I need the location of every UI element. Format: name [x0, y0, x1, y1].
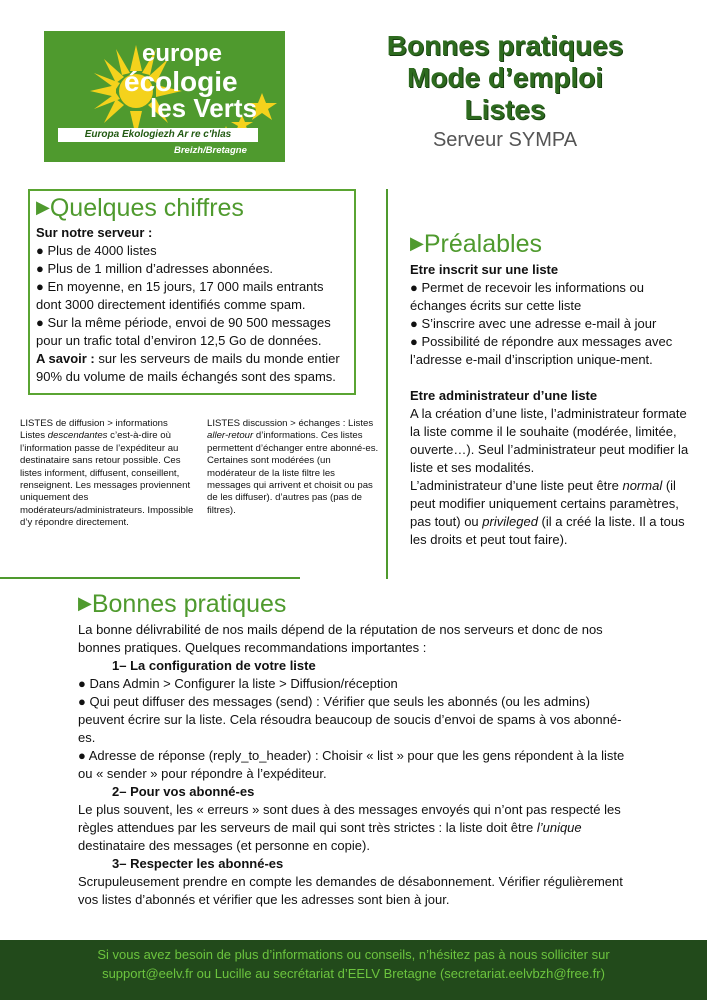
admin-paragraph-2: L’administrateur d’une liste peut être normal (il peut modifier uniquement certains paramètres, pas tout) ou privileged (il a créé la liste. Il a tous les droits et peut tout faire). [410, 478, 685, 547]
bonnes-intro: La bonne délivrabilité de nos mails dépend de la réputation de nos serveurs et donc de nos bonnes pratiques. Quelques recommandations importantes : [78, 622, 603, 655]
bonnes-content [78, 621, 638, 909]
chiffres-item-1: ● Plus de 4000 listes [36, 243, 157, 258]
vertical-divider [386, 189, 388, 579]
asavoir-label: A savoir : [36, 351, 95, 366]
chiffres-item-2: ● Plus de 1 million d’adresses abonnées. [36, 261, 273, 276]
logo-band-text: Europa Ekologiezh Ar re c'hlas [84, 129, 232, 140]
admin-paragraph-1: A la création d’une liste, l’administrateur formate la liste comme il le souhaite (modérée, limitée, ouverte…). Seul l’administrateur peut modifier la liste et ses modalités. [410, 406, 689, 475]
asavoir-text: sur les serveurs de mails du monde entier 90% du volume de mails échangés sont des spams. [36, 351, 340, 384]
triangle-right-icon: ▶ [410, 233, 424, 253]
document-title [330, 30, 680, 152]
section-1-item-3: ● Adresse de réponse (reply_to_header) : Choisir « list » pour que les gens répondent à la liste ou « sender » pour répondre à l’expéditeur. [78, 748, 625, 781]
logo [44, 31, 285, 162]
logo-text-europe: europe [142, 40, 223, 67]
chiffres-heading [36, 192, 244, 223]
diffusion-emphasis: descendantes [47, 430, 108, 442]
admin-privileged: privileged [482, 514, 538, 529]
diffusion-text: LISTES de diffusion > informations Listes descendantes c’est-à-dire où l’information passe de l’expéditeur au destinataire sans retour possible. Ces listes informent, diffusent, conseillent, renseignent. Les messages proviennent uniquement des modérateurs/administrateurs. Impossible d’y répondre directement. [20, 418, 194, 529]
chiffres-heading-text: Quelques chiffres [49, 194, 244, 222]
discussion-label: LISTES discussion > échanges [207, 418, 341, 429]
admin-normal: normal [622, 478, 663, 493]
inscrit-item-1: ● Permet de recevoir les informations ou échanges écrits sur cette liste [410, 280, 645, 313]
section-3-title: 3– Respecter les abonné-es [112, 856, 284, 871]
horizontal-divider [0, 577, 300, 579]
prealables-heading [410, 228, 542, 259]
discussion-text: LISTES discussion > échanges : Listes aller-retour d’informations. Ces listes permettent d’échanger entre abonné-es. Certaines sont modérées (un modérateur de la liste filtre les messages qui arrivent et choisit ou pas de les diffuser). d’autres pas (pas de filtres). [207, 418, 379, 516]
discussion-emphasis: aller-retour [207, 430, 254, 442]
logo-text-les-verts: les Verts [150, 93, 257, 123]
logo-region: Breizh/Bretagne [174, 145, 247, 156]
chiffres-server-label: Sur notre serveur : [36, 225, 153, 240]
chiffres-item-4: ● Sur la même période, envoi de 90 500 messages pour un trafic total d’environ 12,5 Go de données. [36, 315, 331, 348]
title-subtitle: Serveur SYMPA [432, 129, 578, 151]
diffusion-label: LISTES de diffusion > informations [20, 418, 168, 429]
prealables-heading-text: Préalables [423, 230, 542, 258]
chiffres-item-3: ● En moyenne, en 15 jours, 17 000 mails entrants dont 3000 directement identifiés comme spam. [36, 279, 324, 312]
inscrit-item-3: ● Possibilité de répondre aux messages avec l’adresse e-mail d’inscription unique-ment. [410, 334, 673, 367]
footer [0, 940, 707, 1000]
prealables-content [410, 261, 690, 549]
chiffres-content [36, 224, 352, 386]
section-1-title: 1– La configuration de votre liste [112, 658, 316, 673]
section-1-item-1: ● Dans Admin > Configurer la liste > Diffusion/réception [78, 676, 398, 691]
triangle-right-icon: ▶ [78, 593, 92, 613]
footer-line-2: support@eelv.fr ou Lucille au secrétariat d’EELV Bretagne (secretariat.eelvbzh@free.fr) [102, 966, 605, 981]
title-line-3: Listes [464, 94, 546, 125]
triangle-right-icon: ▶ [36, 197, 50, 217]
logo-band [58, 128, 258, 142]
section-3-text: Scrupuleusement prendre en compte les demandes de désabonnement. Vérifier régulièrement vos listes d’abonnés et vérifier que les adresses sont bien à jour. [78, 874, 623, 907]
section-1-item-2: ● Qui peut diffuser des messages (send) : Vérifier que seuls les abonnés (ou les admins) peuvent écrire sur la liste. Cela résoudra beaucoup de soucis d’envoi de spams à vos abonné-es. [78, 694, 622, 745]
section-2-emphasis: l’unique [536, 820, 582, 835]
section-2-title: 2– Pour vos abonné-es [112, 784, 255, 799]
logo-text-ecologie: écologie [124, 66, 238, 97]
bonnes-heading-text: Bonnes pratiques [91, 590, 287, 618]
title-line-2: Mode d’emploi [407, 62, 603, 93]
inscrit-label: Etre inscrit sur une liste [410, 262, 559, 277]
footer-line-1: Si vous avez besoin de plus d’informations ou conseils, n’hésitez pas à nous solliciter sur [97, 947, 610, 962]
section-2-text: Le plus souvent, les « erreurs » sont dues à des messages envoyés qui n’ont pas respecté les règles attendues par les serveurs de mail qui sont très strictes : la liste doit être l’unique destinataire des messages (et personne en copie). [78, 802, 621, 853]
admin-label: Etre administrateur d’une liste [410, 388, 598, 403]
title-line-1: Bonnes pratiques [386, 30, 624, 61]
chiffres-asavoir [36, 350, 352, 386]
inscrit-item-2: ● S’inscrire avec une adresse e-mail à jour [410, 316, 657, 331]
bonnes-heading [78, 588, 286, 619]
